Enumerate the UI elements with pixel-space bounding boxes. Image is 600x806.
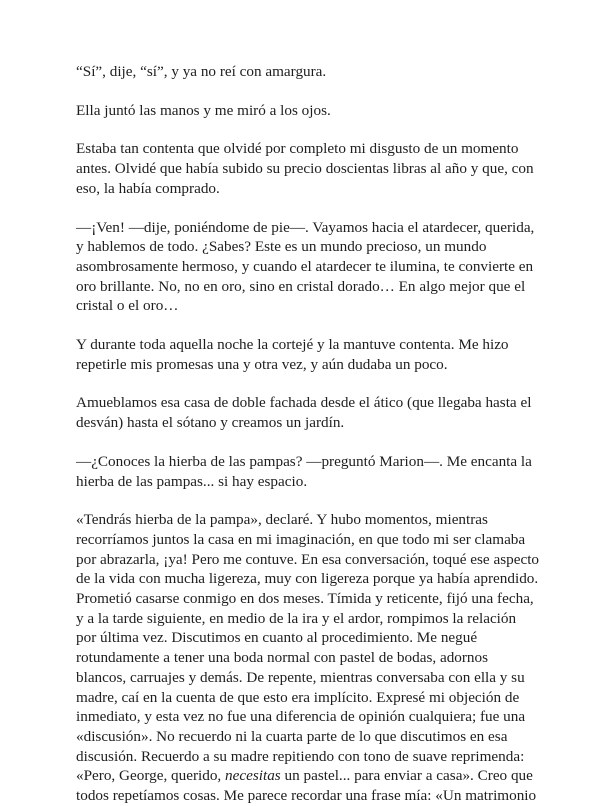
text-line: «discusión». No recuerdo ni la cuarta parte de lo que discutimos en esa: [76, 727, 508, 745]
text-line: todos repetíamos cosas. Me parece recordar una frase mía: «Un matrimonio: [76, 787, 537, 805]
text-line: antes. Olvidé que había subido su precio doscientas libras al año y que, con: [76, 160, 534, 178]
text-line: Prometió casarse conmigo en dos meses. Tímida y reticente, fijó una fecha,: [76, 590, 534, 608]
text-line: inmediato, y esta vez no fue una diferencia de opinión cualquiera; fue una: [76, 708, 526, 726]
paragraph-6: [76, 393, 534, 432]
paragraph-5: [76, 335, 534, 374]
paragraph-3: [76, 139, 534, 198]
text-line: eso, la había comprado.: [76, 179, 220, 197]
text-run: «Pero, George, querido,: [76, 767, 226, 785]
text-line: madre, caí en la cuenta de que esto era implícito. Expresé mi objeción de: [76, 688, 520, 706]
text-line: «Tendrás hierba de la pampa», declaré. Y hubo momentos, mientras: [76, 511, 488, 529]
text-line: por abrazarla, ¡ya! Pero me contuve. En esa conversación, toqué ese aspecto: [76, 550, 540, 568]
text-line: recorríamos juntos la casa en mi imaginación, en que todo mi ser clamaba: [76, 530, 526, 548]
text-line: discusión. Recuerdo a su madre repitiendo con tono de suave reprimenda:: [76, 747, 525, 765]
text-line: oro brillante. No, no en oro, sino en cristal dorado… En algo mejor que el: [76, 277, 526, 295]
text-line: repetirle mis promesas una y otra vez, y aún dudaba un poco.: [76, 355, 448, 373]
text-line: blancos, carruajes y demás. De repente, mientras conversaba con ella y su: [76, 668, 525, 686]
emphasis-text: necesitas: [225, 767, 281, 785]
text-line: “Sí”, dije, “sí”, y ya no reí con amargura.: [76, 63, 327, 80]
text-line: y a la tarde siguiente, en medio de la ira y el ardor, rompimos la relación: [76, 609, 517, 627]
text-line: y hablemos de todo. ¿Sabes? Este es un mundo precioso, un mundo: [76, 238, 487, 256]
text-line: rotundamente a tener una boda normal con pastel de bodas, adornos: [76, 649, 489, 667]
text-line: Y durante toda aquella noche la cortejé y la mantuve contenta. Me hizo: [76, 336, 509, 354]
text-line: —¡Ven! —dije, poniéndome de pie—. Vayamos hacia el atardecer, querida,: [76, 218, 535, 236]
text-line: Estaba tan contenta que olvidé por completo mi disgusto de un momento: [76, 140, 519, 158]
text-line: asombrosamente hermoso, y cuando el atardecer te ilumina, te convierte en: [76, 257, 534, 275]
paragraph-1: [76, 62, 534, 82]
text-run: un pastel... para enviar a casa». Creo que: [280, 767, 533, 785]
paragraph-7: [76, 452, 534, 491]
text-line: Amueblamos esa casa de doble fachada desde el ático (que llegaba hasta el: [76, 394, 532, 412]
text-line: de la vida con mucha ligereza, muy con ligereza porque ya había aprendido.: [76, 570, 539, 588]
paragraph-4: [76, 218, 534, 317]
text-line: Ella juntó las manos y me miró a los ojos.: [76, 101, 331, 119]
paragraph-8: [76, 510, 540, 806]
paragraph-2: [76, 101, 534, 121]
text-line: cristal o el oro…: [76, 297, 179, 315]
text-line-with-emphasis: [76, 766, 534, 786]
text-line: hierba de las pampas... si hay espacio.: [76, 472, 308, 490]
text-line: desván) hasta el sótano y creamos un jardín.: [76, 414, 345, 432]
document-page: [76, 62, 540, 806]
text-line: —¿Conoces la hierba de las pampas? —preguntó Marion—. Me encanta la: [76, 452, 532, 470]
text-line: por última vez. Discutimos en cuanto al procedimiento. Me negué: [76, 629, 478, 647]
